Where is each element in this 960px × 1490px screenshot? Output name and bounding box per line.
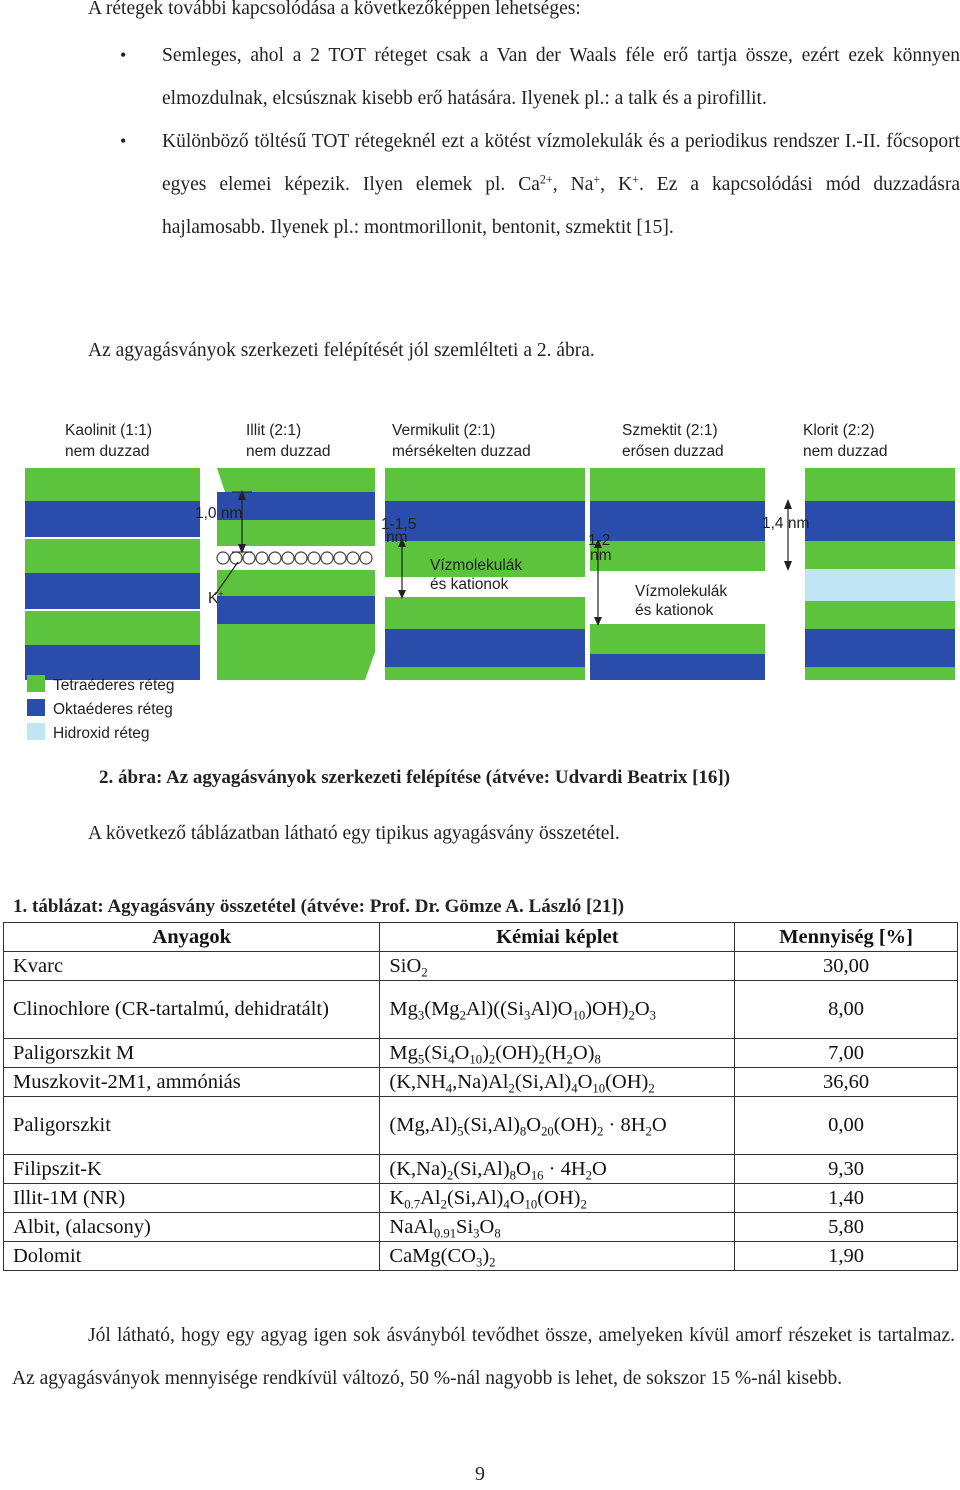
- cell-mennyiseg: 30,00: [735, 952, 958, 981]
- col-note-kaolinit: nem duzzad: [65, 443, 150, 460]
- vermikulit-stack: [385, 468, 585, 680]
- dim-vermikulit-b: nm: [386, 529, 408, 546]
- table-row: [4, 1155, 958, 1184]
- table-row: [4, 1039, 958, 1068]
- cell-anyag: Paligorszkit M: [4, 1039, 380, 1068]
- table-row: [4, 952, 958, 981]
- col-title-klorit: Klorit (2:2): [803, 422, 875, 439]
- cell-anyag: Dolomit: [4, 1242, 380, 1271]
- table-row: [4, 981, 958, 1039]
- klorit-stack: [784, 468, 955, 680]
- cell-mennyiseg: 7,00: [735, 1039, 958, 1068]
- water-label-a2: és kationok: [430, 576, 509, 593]
- table-header-row: [4, 923, 958, 952]
- cell-anyag: Albit, (alacsony): [4, 1213, 380, 1242]
- cell-anyag: Muszkovit-2M1, ammóniás: [4, 1068, 380, 1097]
- header-anyagok: Anyagok: [4, 923, 380, 952]
- cell-anyag: Kvarc: [4, 952, 380, 981]
- page-number: 9: [475, 1463, 485, 1485]
- figure-caption: 2. ábra: Az agyagásványok szerkezeti felépítése (átvéve: Udvardi Beatrix [16]): [99, 767, 731, 788]
- final-paragraph: Jól látható, hogy egy agyag igen sok ásványból tevődhet össze, amelyeken kívül amorf részeket is tartalmaz. Az agyagásványok mennyisége rendkívül változó, 50 %-nál nagyobb is lehet, de sokszor 15 %-nál kisebb.: [12, 1325, 955, 1389]
- cell-anyag: Clinochlore (CR-tartalmú, dehidratált): [4, 981, 380, 1039]
- cell-mennyiseg: 0,00: [735, 1097, 958, 1155]
- table-body: [4, 952, 958, 1271]
- k-ion-label: K+: [208, 589, 224, 607]
- illit-stack: [215, 468, 375, 680]
- table-row: [4, 1184, 958, 1213]
- water-label-b1: Vízmolekulák: [635, 583, 728, 600]
- table-row: [4, 1213, 958, 1242]
- cell-anyag: Filipszit-K: [4, 1155, 380, 1184]
- table-intro: A következő táblázatban látható egy tipikus agyagásvány összetétel.: [88, 823, 620, 844]
- composition-table: [3, 922, 958, 1271]
- legend-okta: Oktaéderes réteg: [53, 701, 173, 718]
- figure-intro: Az agyagásványok szerkezeti felépítését jól szemlélteti a 2. ábra.: [88, 340, 595, 361]
- header-mennyiseg: Mennyiség [%]: [735, 923, 958, 952]
- cell-formula: $(K,Na)_2(Si,Al)_8O_{16} \cdot 4H_2O$: [380, 1155, 735, 1184]
- dim-vermikulit-a: 1-1,5: [381, 516, 417, 533]
- intro-line: A rétegek további kapcsolódása a következőképpen lehetséges:: [88, 0, 581, 19]
- cell-mennyiseg: 36,60: [735, 1068, 958, 1097]
- cell-formula: $CaMg(CO_3)_2$: [380, 1242, 735, 1271]
- col-note-vermikulit: mérsékelten duzzad: [392, 443, 531, 460]
- cell-formula: $NaAl_{0.91}Si_3O_8$: [380, 1213, 735, 1242]
- bullet-item-neutral: • Semleges, ahol a 2 TOT réteget csak a Van der Waals féle erő tartja össze, ezért ezek könnyen elmozdulnak, elcsúsznak kisebb erő hatására. Ilyenek pl.: a talk és a pirofillit.: [100, 34, 960, 120]
- col-title-szmektit: Szmektit (2:1): [622, 422, 718, 439]
- col-note-szmektit: erősen duzzad: [622, 443, 724, 460]
- figure-legend: [27, 675, 175, 742]
- cell-formula: $Mg_5(Si_4O_{10})_2(OH)_2(H_2O)_8$: [380, 1039, 735, 1068]
- dim-klorit: 1,4 nm: [762, 515, 810, 532]
- col-note-klorit: nem duzzad: [803, 443, 888, 460]
- col-title-illit: Illit (2:1): [246, 422, 302, 439]
- bullet-item-charged: • Különböző töltésű TOT rétegeknél ezt a kötést vízmolekulák és a periodikus rendszer I.-II. főcsoport egyes elemei képezik. Ilyen elemek pl. $Ca^{2+}$, Na+, K+. Ez a kapcsolódási mód duzzadásra hajlamosabb. Ilyenek pl.: montmorillonit, bentonit, szmektit [15].: [100, 120, 960, 249]
- cell-formula: $Mg_3(Mg_2Al)((Si_3Al)O_{10})OH)_2O_3$: [380, 981, 735, 1039]
- table-caption: 1. táblázat: Agyagásvány összetétel (átvéve: Prof. Dr. Gömze A. László [21]): [13, 896, 625, 917]
- col-title-kaolinit: Kaolinit (1:1): [65, 422, 153, 439]
- kaolinit-stack: [25, 468, 200, 680]
- water-label-a1: Vízmolekulák: [430, 557, 523, 574]
- cell-mennyiseg: 1,90: [735, 1242, 958, 1271]
- table-row: [4, 1097, 958, 1155]
- col-note-illit: nem duzzad: [246, 443, 331, 460]
- cell-mennyiseg: 9,30: [735, 1155, 958, 1184]
- clay-structure-figure: [10, 400, 955, 750]
- dim-szmektit-a: 1-2: [588, 532, 611, 549]
- szmektit-stack: [590, 468, 765, 680]
- cell-mennyiseg: 1,40: [735, 1184, 958, 1213]
- legend-hidroxid: Hidroxid réteg: [53, 725, 150, 742]
- cell-mennyiseg: 5,80: [735, 1213, 958, 1242]
- dim-illit: 1,0 nm: [195, 505, 243, 522]
- cell-formula: $(Mg,Al)_5(Si,Al)_8O_{20}(OH)_2 \cdot 8H_2O$: [380, 1097, 735, 1155]
- cell-anyag: Illit-1M (NR): [4, 1184, 380, 1213]
- cell-mennyiseg: 8,00: [735, 981, 958, 1039]
- bullet-list: [100, 34, 960, 249]
- water-label-b2: és kationok: [635, 602, 714, 619]
- header-kepl: Kémiai képlet: [380, 923, 735, 952]
- cell-anyag: Paligorszkit: [4, 1097, 380, 1155]
- cell-formula: SiO$_2$: [380, 952, 735, 981]
- dim-szmektit-b: nm: [590, 547, 612, 564]
- col-title-vermikulit: Vermikulit (2:1): [392, 422, 496, 439]
- table-row: [4, 1068, 958, 1097]
- legend-tetra: Tetraéderes réteg: [53, 677, 175, 694]
- cell-formula: $(K,NH_4,Na)Al_2(Si,Al)_4O_{10}(OH)_2$: [380, 1068, 735, 1097]
- cell-formula: $K_{0.7}Al_2(Si,Al)_4O_{10}(OH)_2$: [380, 1184, 735, 1213]
- table-row: [4, 1242, 958, 1271]
